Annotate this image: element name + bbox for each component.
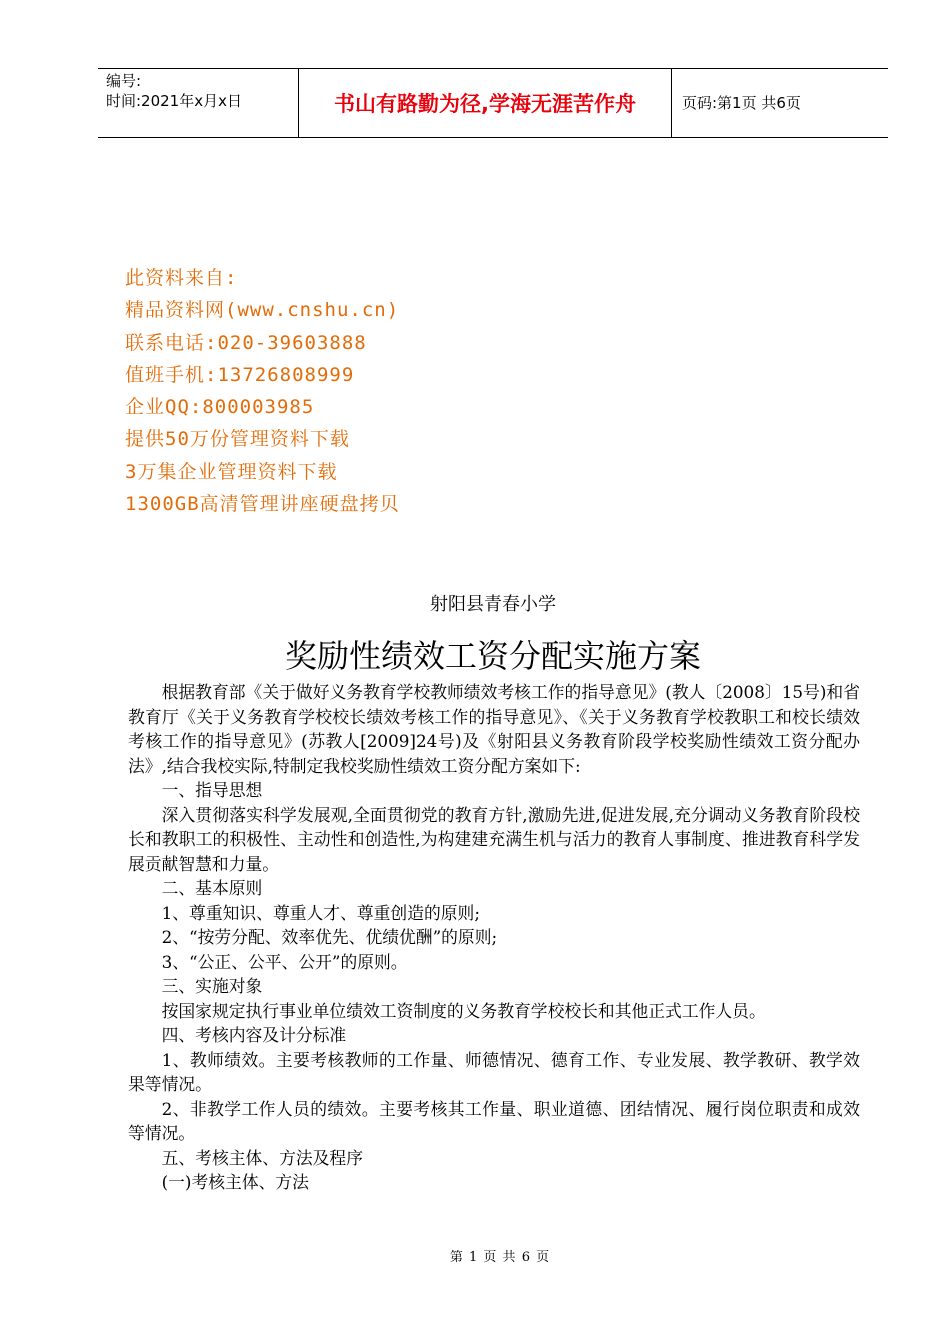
promo-line: 提供50万份管理资料下载	[125, 428, 350, 451]
list-item: 3、“公正、公平、公开”的原则。	[161, 951, 408, 972]
section-heading: 四、考核内容及计分标准	[161, 1025, 347, 1045]
header-page-info: 页码:第1页 共6页	[682, 94, 801, 112]
header-slogan: 书山有路勤为径,学海无涯苦作舟	[299, 69, 672, 137]
promo-line: 3万集企业管理资料下载	[125, 460, 338, 483]
school-name: 射阳县青春小学	[430, 594, 556, 615]
body-paragraph: 深入贯彻落实科学发展观,全面贯彻党的教育方针,激励先进,促进发展,充分调动义务教育阶段校长和教职工的积极性、主动性和创造性,为构建建充满生机与活力的教育人事制度、推进教育科学发展贡献智慧和力量。	[128, 804, 860, 874]
document-number-label: 编号:	[106, 72, 142, 90]
promo-line: 企业QQ:800003985	[125, 396, 315, 419]
promo-line: 值班手机:13726808999	[125, 363, 355, 386]
section-heading: 二、基本原则	[161, 878, 263, 898]
promo-line: 联系电话:020-39603888	[125, 331, 367, 354]
section-heading: 一、指导思想	[161, 780, 263, 800]
promo-line: 精品资料网(www.cnshu.cn)	[125, 299, 400, 322]
body-paragraph: 按国家规定执行事业单位绩效工资制度的义务教育学校校长和其他正式工作人员。	[161, 1000, 766, 1021]
document-title: 奖励性绩效工资分配实施方案	[284, 637, 701, 675]
sub-heading: (一)考核主体、方法	[161, 1172, 309, 1192]
document-body	[128, 680, 860, 1195]
promo-line: 1300GB高清管理讲座硬盘拷贝	[125, 493, 400, 516]
document-time-label: 时间:2021年x月x日	[106, 92, 242, 110]
list-item: 2、“按劳分配、效率优先、优绩优酬”的原则;	[161, 927, 498, 947]
section-heading: 五、考核主体、方法及程序	[161, 1147, 363, 1168]
list-item: 2、非教学工作人员的绩效。主要考核其工作量、职业道德、团结情况、履行岗位职责和成效等情况。	[128, 1098, 860, 1143]
section-heading: 三、实施对象	[161, 976, 263, 996]
body-paragraph: 根据教育部《关于做好义务教育学校教师绩效考核工作的指导意见》(教人〔2008〕15号)和省教育厅《关于义务教育学校校长绩效考核工作的指导意见》、《关于义务教育学校教职工和校长绩效考核工作的指导意见》(苏教人[2009]24号)及《射阳县义务教育阶段学校奖励性绩效工资分配办法》,结合我校实际,特制定我校奖励性绩效工资分配方案如下:	[128, 682, 860, 776]
header-info-cell	[98, 69, 299, 137]
promo-line: 此资料来自:	[125, 267, 238, 289]
list-item: 1、教师绩效。主要考核教师的工作量、师德情况、德育工作、专业发展、教学教研、教学效果等情况。	[128, 1049, 860, 1094]
list-item: 1、尊重知识、尊重人才、尊重创造的原则;	[161, 902, 480, 923]
page-footer: 第 1 页 共 6 页	[449, 1250, 551, 1265]
page-header	[98, 68, 888, 138]
promo-block	[125, 262, 400, 520]
